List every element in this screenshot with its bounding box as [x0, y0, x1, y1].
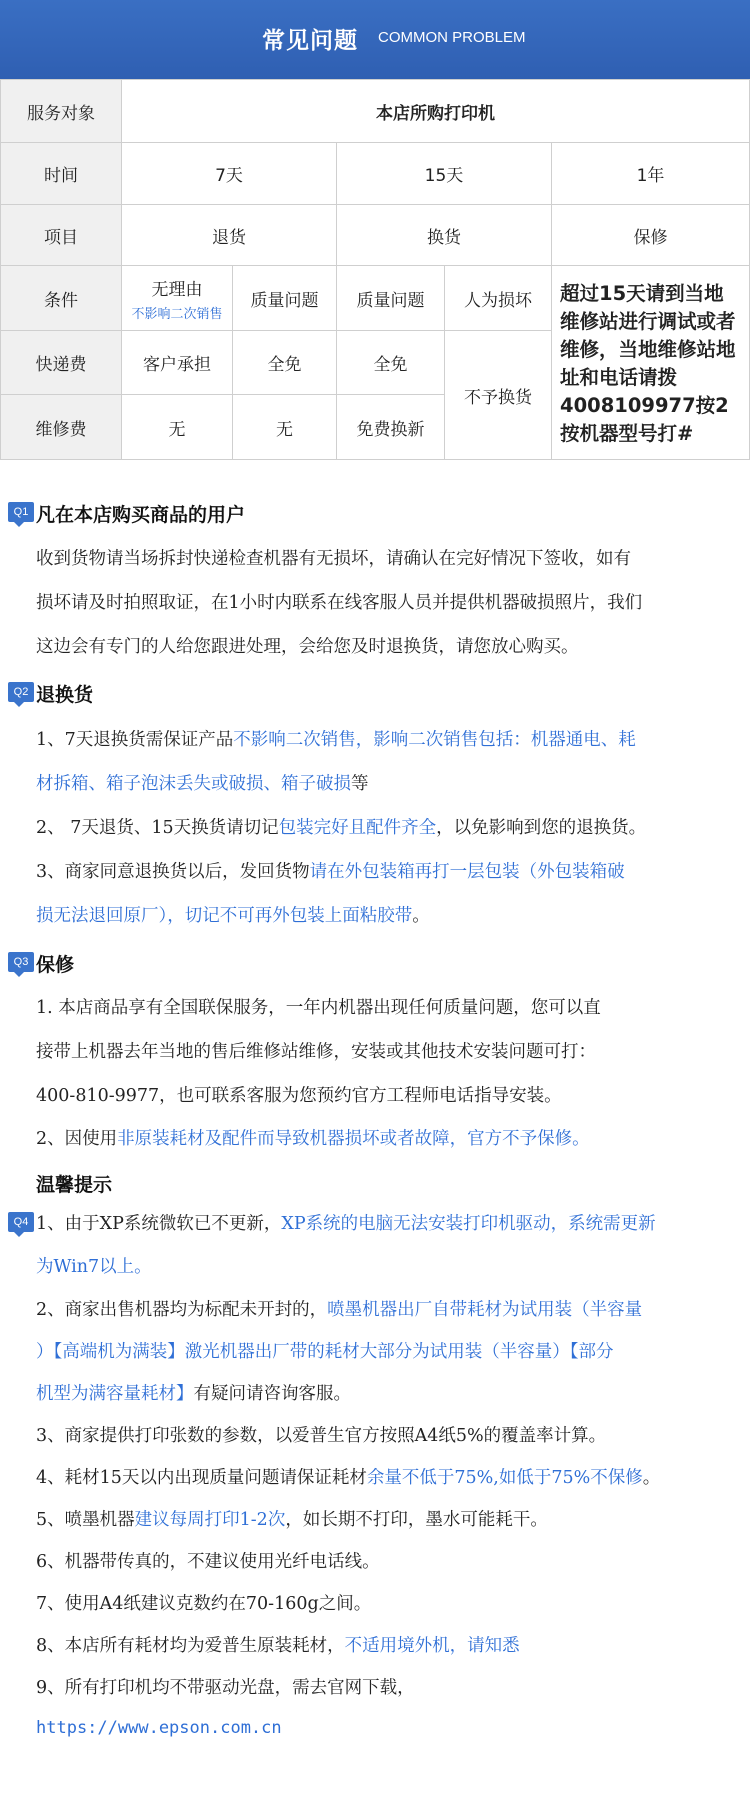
q2-line-5: 损无法退回原厂），切记不可再外包装上面粘胶带。: [36, 906, 430, 926]
shipping-free-exchange: 全免: [336, 330, 445, 395]
shipping-free-return: 全免: [232, 330, 337, 395]
q3-badge: Q3: [8, 952, 34, 972]
condition-no-reason-sub: 不影响二次销售: [131, 306, 223, 322]
q4-heading: 温馨提示: [36, 1174, 113, 1196]
page-header: [0, 0, 750, 80]
q2-title: 退换货: [36, 684, 94, 706]
q4-line-1: 1、由于XP系统微软已不更新，XP系统的电脑无法安装打印机驱动，系统需更新: [36, 1214, 656, 1234]
q3-line-1: 1. 本店商品享有全国联保服务，一年内机器出现任何质量问题，您可以直: [36, 998, 601, 1018]
q2-line-3: 2、 7天退货、15天换货请切记包装完好且配件齐全，以免影响到您的退换货。: [36, 818, 647, 838]
epson-website-link[interactable]: https://www.epson.com.cn: [36, 1718, 282, 1738]
q3-line-4: 2、因使用非原装耗材及配件而导致机器损坏或者故障，官方不予保修。: [36, 1129, 590, 1149]
condition-quality-return: 质量问题: [232, 265, 337, 331]
condition-quality-exchange: 质量问题: [336, 265, 445, 331]
time-7-days: 7天: [121, 142, 337, 205]
header-title: 常见问题: [262, 28, 358, 54]
warranty-note: 超过15天请到当地维修站进行调试或者维修，当地维修站地址和电话请拨4008109977按2按机器型号打#: [551, 265, 750, 460]
q3-line-3: 400-810-9977，也可联系客服为您预约官方工程师电话指导安装。: [36, 1086, 562, 1106]
condition-no-reason-text: 无理由: [151, 279, 203, 300]
shipping-label: 快递费: [0, 330, 122, 395]
item-return: 退货: [121, 204, 337, 266]
q4-badge: Q4: [8, 1212, 34, 1232]
condition-human-damage: 人为损坏: [444, 265, 552, 331]
q4-line-12: 9、所有打印机均不带驱动光盘，需去官网下载，: [36, 1678, 415, 1698]
q1-title: 凡在本店购买商品的用户: [36, 504, 246, 526]
condition-label: 条件: [0, 265, 122, 331]
q1-line-3: 这边会有专门的人给您跟进处理，会给您及时退换货，请您放心购买。: [36, 637, 579, 657]
q4-line-3: 2、商家出售机器均为标配未开封的，喷墨机器出厂自带耗材为试用装（半容量: [36, 1300, 643, 1320]
q4-line-10: 7、使用A4纸建议克数约在70-160g之间。: [36, 1594, 372, 1614]
repair-none-quality: 无: [232, 394, 337, 460]
shipping-customer-pays: 客户承担: [121, 330, 233, 395]
q2-line-2: 材拆箱、箱子泡沫丢失或破损、箱子破损等: [36, 774, 369, 794]
service-object-label: 服务对象: [0, 79, 122, 143]
service-table: [0, 79, 750, 467]
q2-line-4: 3、商家同意退换货以后，发回货物请在外包装箱再打一层包装（外包装箱破: [36, 862, 625, 882]
time-label: 时间: [0, 142, 122, 205]
header-subtitle: COMMON PROBLEM: [378, 29, 526, 46]
q4-line-9: 6、机器带传真的，不建议使用光纤电话线。: [36, 1552, 380, 1572]
q3-title: 保修: [36, 954, 75, 976]
repair-free-replace: 免费换新: [336, 394, 445, 460]
q4-line-2: 为Win7以上。: [36, 1257, 152, 1277]
condition-no-reason: [121, 265, 233, 331]
q1-badge: Q1: [8, 502, 34, 522]
q3-line-2: 接带上机器去年当地的售后维修站维修，安装或其他技术安装问题可打：: [36, 1042, 596, 1062]
no-exchange: 不予换货: [444, 330, 552, 460]
q4-line-7: 4、耗材15天以内出现质量问题请保证耗材余量不低于75%,如低于75%不保修。: [36, 1468, 661, 1488]
item-exchange: 换货: [336, 204, 552, 266]
q2-badge: Q2: [8, 682, 34, 702]
q1-line-1: 收到货物请当场拆封快递检查机器有无损坏，请确认在完好情况下签收，如有: [36, 549, 631, 569]
service-object-value: 本店所购打印机: [121, 79, 750, 143]
q4-line-4: ）【高端机为满装】激光机器出厂带的耗材大部分为试用装（半容量）【部分: [36, 1342, 614, 1362]
q4-line-6: 3、商家提供打印张数的参数，以爱普生官方按照A4纸5%的覆盖率计算。: [36, 1426, 607, 1446]
q1-line-2: 损坏请及时拍照取证，在1小时内联系在线客服人员并提供机器破损照片，我们: [36, 593, 643, 613]
q2-line-1: 1、7天退换货需保证产品不影响二次销售，影响二次销售包括：机器通电、耗: [36, 730, 636, 750]
time-1-year: 1年: [551, 142, 750, 205]
q4-line-11: 8、本店所有耗材均为爱普生原装耗材，不适用境外机，请知悉: [36, 1636, 520, 1656]
item-warranty: 保修: [551, 204, 750, 266]
repair-none-return: 无: [121, 394, 233, 460]
time-15-days: 15天: [336, 142, 552, 205]
item-label: 项目: [0, 204, 122, 266]
q4-line-8: 5、喷墨机器建议每周打印1-2次，如长期不打印，墨水可能耗干。: [36, 1510, 548, 1530]
q4-line-5: 机型为满容量耗材】有疑问请咨询客服。: [36, 1384, 351, 1404]
repair-label: 维修费: [0, 394, 122, 460]
